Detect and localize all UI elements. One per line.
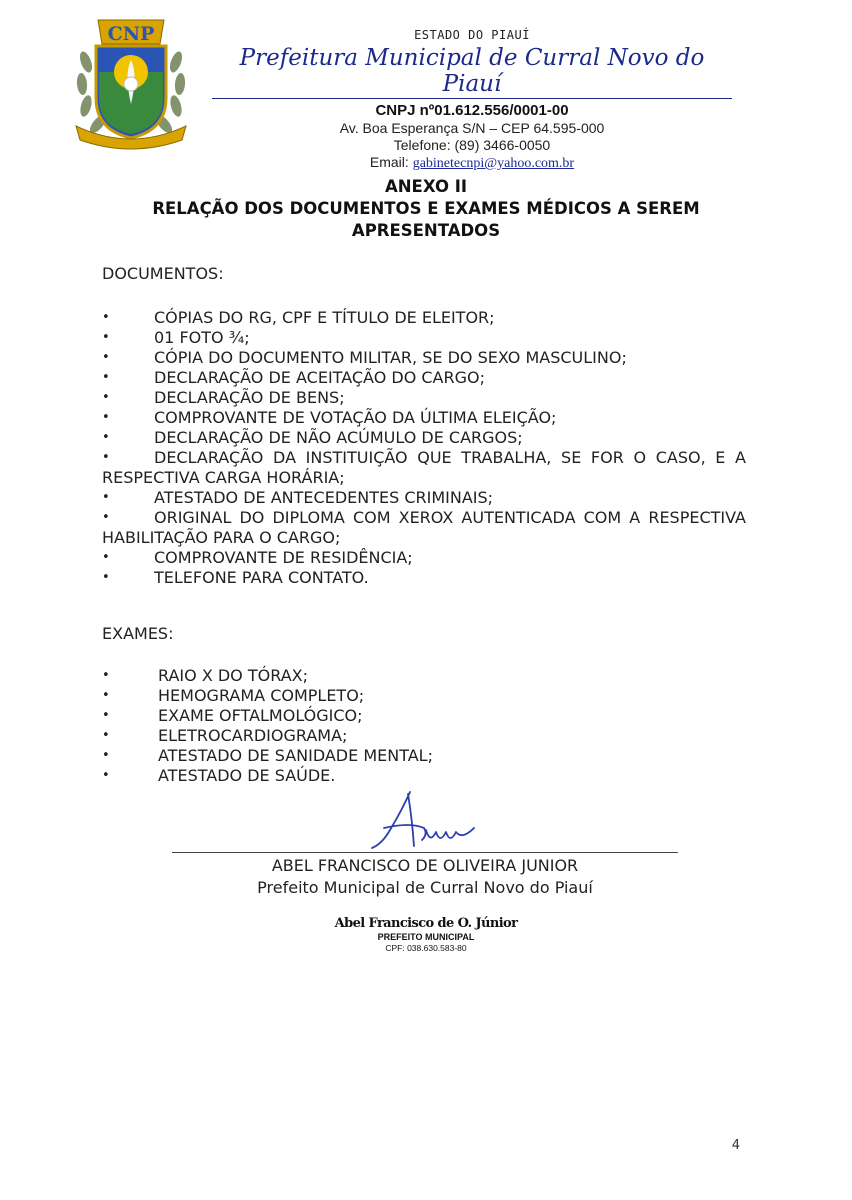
letterhead [212,28,732,172]
list-item: • DECLARAÇÃO DA INSTITUIÇÃO QUE TRABALHA, SE FOR O CASO, E A RESPECTIVA CARGA HORÁRIA; [102,448,746,488]
email-line [212,154,732,172]
prefeitura-name: Prefeitura Municipal de Curral Novo do Piauí [212,45,732,99]
list-item: • ELETROCARDIOGRAMA; [102,726,746,746]
documents-heading: DOCUMENTOS: [102,264,224,283]
title-line-2: RELAÇÃO DOS DOCUMENTOS E EXAMES MÉDICOS A SEREM [152,199,700,218]
phone: Telefone: (89) 3466-0050 [393,137,551,153]
list-item: • DECLARAÇÃO DE ACEITAÇÃO DO CARGO; [102,368,746,388]
address: Av. Boa Esperança S/N – CEP 64.595-000 [339,120,605,136]
handwritten-signature [350,788,490,854]
list-item: • TELEFONE PARA CONTATO. [102,568,746,588]
list-item: • CÓPIA DO DOCUMENTO MILITAR, SE DO SEXO MASCULINO; [102,348,746,368]
exams-heading: EXAMES: [102,624,174,643]
stamp-title: PREFEITO MUNICIPAL [377,932,475,942]
list-item: • COMPROVANTE DE VOTAÇÃO DA ÚLTIMA ELEIÇÃO; [102,408,746,428]
signatory-role: Prefeito Municipal de Curral Novo do Piauí [257,878,593,897]
municipal-coat-of-arms-logo [72,12,190,150]
title-line-3: APRESENTADOS [351,221,501,240]
list-item: • ORIGINAL DO DIPLOMA COM XEROX AUTENTICADA COM A RESPECTIVA HABILITAÇÃO PARA O CARGO; [102,508,746,548]
documents-list [102,308,746,588]
list-item: • 01 FOTO ¾; [102,328,746,348]
email-link[interactable]: gabinetecnpi@yahoo.com.br [412,156,575,171]
logo-text: CNP [107,23,155,45]
list-item: • ATESTADO DE SANIDADE MENTAL; [102,746,746,766]
list-item: • EXAME OFTALMOLÓGICO; [102,706,746,726]
list-item: • ATESTADO DE SAÚDE. [102,766,746,786]
official-stamp [300,916,552,953]
list-item: • HEMOGRAMA COMPLETO; [102,686,746,706]
document-title [80,176,772,242]
list-item: • DECLARAÇÃO DE NÃO ACÚMULO DE CARGOS; [102,428,746,448]
exams-list [102,666,746,786]
list-item: • CÓPIAS DO RG, CPF E TÍTULO DE ELEITOR; [102,308,746,328]
title-annex: ANEXO II [384,177,468,196]
signature-block [172,855,678,899]
state-name: ESTADO DO PIAUÍ [414,28,530,42]
cnpj: CNPJ nº01.612.556/0001-00 [375,102,569,119]
stamp-name: Abel Francisco de O. Júnior [334,916,518,931]
page-number: 4 [731,1138,740,1153]
signatory-name: ABEL FRANCISCO DE OLIVEIRA JUNIOR [271,856,579,875]
list-item: • COMPROVANTE DE RESIDÊNCIA; [102,548,746,568]
signature-line [172,852,678,853]
email-label: Email: [369,154,409,170]
list-item: • DECLARAÇÃO DE BENS; [102,388,746,408]
stamp-cpf: CPF: 038.630.583-80 [385,943,467,953]
list-item: • RAIO X DO TÓRAX; [102,666,746,686]
list-item: • ATESTADO DE ANTECEDENTES CRIMINAIS; [102,488,746,508]
